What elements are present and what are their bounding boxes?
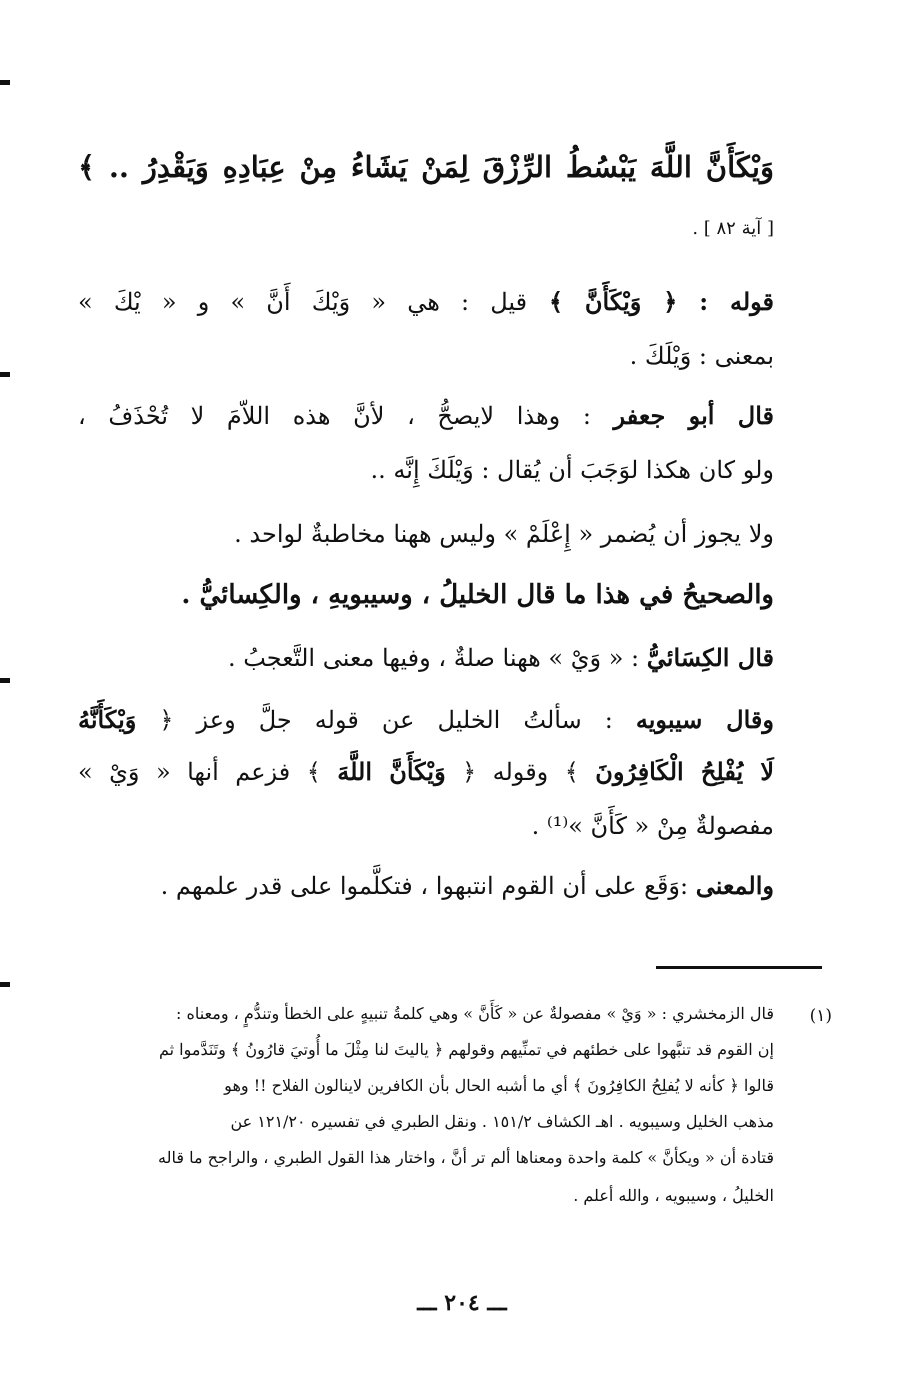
page-number: ـــ ٢٠٤ ـــ [417,1290,507,1316]
footnote-line: قال الزمخشري : « وَيْ » مفصولةٌ عن « كَأَنَّ » وهي كلمةُ تنبيهٍ على الخطأ وتندُّمٍ ، ومعناه : [175,1004,774,1023]
footnote-line: قتادة أن « ويكأنَّ » كلمة واحدة ومعناها ألم تر أنَّ ، واختار هذا القول الطبري ، والراجح ما قاله [158,1148,774,1167]
margin-mark [0,372,10,377]
paragraph-6-line-2 [78,758,774,787]
paragraph-5 [78,644,774,673]
margin-mark [0,80,10,85]
footnote-number: (١) [809,1006,832,1026]
paragraph-2-line-1 [78,402,774,431]
footnote-rule [656,966,822,969]
paragraph-6-line-2-rest: ﴾ وقوله ﴿ [445,758,596,786]
verse-reference: [ آية ٨٢ ] . [692,218,774,239]
paragraph-3: ولا يجوز أن يُضمر « إِعْلَمْ » وليس ههنا مخاطبةٌ لواحد . [234,520,774,548]
paragraph-1-line-2: بمعنى : وَيْلَكَ . [629,342,774,370]
paragraph-2-rest: : وهذا لايصحُّ ، لأنَّ هذه اللاّمَ لا تُحْذَفُ ، [78,402,614,430]
paragraph-6-line-2-quote-2: وَيْكَأَنَّ اللَّهَ [337,757,446,786]
paragraph-1-lead: قوله : [699,287,775,316]
paragraph-1-rest: قيل : هي « وَيْكَ أَنَّ » و « يْكَ » [78,288,528,316]
verse-text: وَيْكَأَنَّ اللَّهَ يَبْسُطُ الرِّزْقَ لِمَنْ يَشَاءُ مِنْ عِبَادِهِ وَيَقْدِرُ .. ﴾ [78,150,774,184]
paragraph-6-quote-1: وَيْكَأَنَّهُ [78,705,137,734]
paragraph-7 [78,872,774,901]
footnote-line: مذهب الخليل وسيبويه . اهـ الكشاف ١٥١/٢ . ونقل الطبري في تفسيره ١٢١/٢٠ عن [230,1112,774,1131]
paragraph-2-line-2: ولو كان هكذا لوَجَبَ أن يُقال : وَيْلَكَ إِنَّه .. [370,456,774,484]
footnote-line: قالوا ﴿ كأنه لا يُفلِحُ الكافِرُونَ ﴾ أي ما أشبه الحال بأن الكافرين لاينالون الفلاح !! وهو [224,1076,774,1095]
footnote-line: إن القوم قد تنبَّهوا على خطئهم في تمنِّيهم وقولهم ﴿ ياليتَ لنا مِثْلَ ما أُوتيَ قارُونُ ﴾ وتَنَدَّموا ثم [158,1040,774,1059]
paragraph-5-rest: : « وَيْ » ههنا صلةٌ ، وفيها معنى التَّعجبُ . [227,644,647,672]
paragraph-1-line-1 [78,288,774,317]
margin-mark [0,982,10,987]
paragraph-7-rest: :وَقَع على أن القوم انتبهوا ، فتكلَّموا على قدر علمهم . [160,872,696,900]
paragraph-1-quote: ﴿ وَيْكَأَنَّ ﴾ [527,287,700,316]
paragraph-6-line-2-quote: لَا يُفْلِحُ الْكَافِرُونَ [595,757,775,786]
paragraph-2-lead: قال أبو جعفر [613,401,774,430]
paragraph-6-rest: : سألتُ الخليل عن قوله جلَّ وعز ﴿ [136,706,636,734]
footnote-line: الخليلُ ، وسيبويه ، والله أعلم . [573,1186,774,1205]
paragraph-6-line-1 [78,706,774,735]
paragraph-6-lead: وقال سيبويه [635,705,774,734]
paragraph-6-line-3: مفصولةٌ مِنْ « كَأَنَّ »⁽¹⁾ . [531,812,774,840]
paragraph-7-lead: والمعنى [695,871,774,900]
paragraph-6-line-2-tail: ﴾ فزعم أنها « وَيْ » [78,758,338,786]
paragraph-4: والصحيحُ في هذا ما قال الخليلُ ، وسيبويهِ ، والكِسائيُّ . [181,580,774,610]
paragraph-5-lead: قال الكِسَائيُّ [646,643,774,672]
margin-mark [0,678,10,683]
